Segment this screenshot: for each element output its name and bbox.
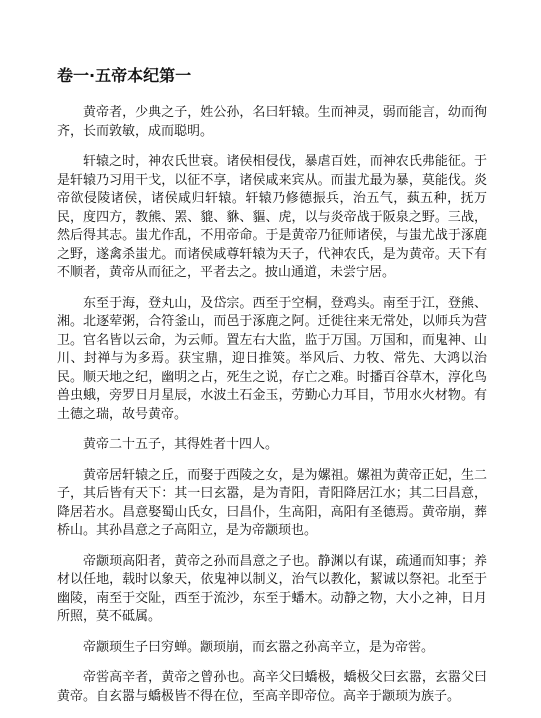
- paragraph-6: 帝颛顼高阳者，黄帝之孙而昌意之子也。静渊以有谋，疏通而知事；养材以任地，载时以象天，依鬼神以制义，治气以教化，絜诚以祭祀。北至于幽陵，南至于交阯，西至于流沙，东至于蟠木。动静之物，大小之神，日月所照，莫不砥属。: [57, 553, 487, 624]
- paragraph-5: 黄帝居轩辕之丘，而娶于西陵之女，是为嫘祖。嫘祖为黄帝正妃，生二子，其后皆有天下：其一曰玄嚣，是为青阳，青阳降居江水；其二曰昌意，降居若水。昌意娶蜀山氏女，曰昌仆，生高阳，高阳有圣德焉。黄帝崩，葬桥山。其孙昌意之子高阳立，是为帝颛顼也。: [57, 467, 487, 538]
- paragraph-4: 黄帝二十五子，其得姓者十四人。: [83, 437, 279, 452]
- paragraph-7: 帝颛顼生子曰穷蝉。颛顼崩，而玄嚣之孙高辛立，是为帝喾。: [83, 639, 435, 655]
- document-page: [57, 66, 487, 718]
- paragraph-1: 黄帝者，少典之子，姓公孙，名曰轩辕。生而神灵，弱而能言，幼而徇齐，长而敦敏，成而聪明。: [57, 105, 487, 139]
- chapter-title: 卷一·五帝本纪第一: [57, 66, 192, 85]
- paragraph-2: 轩辕之时，神农氏世衰。诸侯相侵伐，暴虐百姓，而神农氏弗能征。于是轩辕乃习用干戈，以征不享，诸侯咸来宾从。而蚩尤最为暴，莫能伐。炎帝欲侵陵诸侯，诸侯咸归轩辕。轩辕乃修德振兵，治五气，蓺五种，抚万民，度四方，教熊、罴、貔、貅、貙、虎，以与炎帝战于阪泉之野。三战，然后得其志。蚩尤作乱，不用帝命。于是黄帝乃征师诸侯，与蚩尤战于涿鹿之野，遂禽杀蚩尤。而诸侯咸尊轩辕为天子，代神农氏，是为黄帝。天下有不顺者，黄帝从而征之，平者去之。披山通道，未尝宁居。: [57, 154, 487, 280]
- paragraph-8: 帝喾高辛者，黄帝之曾孙也。高辛父曰蟜极，蟜极父曰玄嚣，玄嚣父曰黄帝。自玄嚣与蟜极皆不得在位，至高辛即帝位。高辛于颛顼为族子。: [57, 670, 487, 704]
- paragraph-3: 东至于海，登丸山，及岱宗。西至于空桐，登鸡头。南至于江，登熊、湘。北逐荤粥，合符釜山，而邑于涿鹿之阿。迁徙往来无常处，以师兵为营卫。官名皆以云命，为云师。置左右大监，监于万国。万国和，而鬼神、山川、封禅与为多焉。获宝鼎，迎日推筴。举风后、力牧、常先、大鸿以治民。顺天地之纪，幽明之占，死生之说，存亡之难。时播百谷草木，淳化鸟兽虫蛾，旁罗日月星辰，水波土石金玉，劳勤心力耳目，节用水火材物。有土德之瑞，故号黄帝。: [57, 295, 487, 422]
